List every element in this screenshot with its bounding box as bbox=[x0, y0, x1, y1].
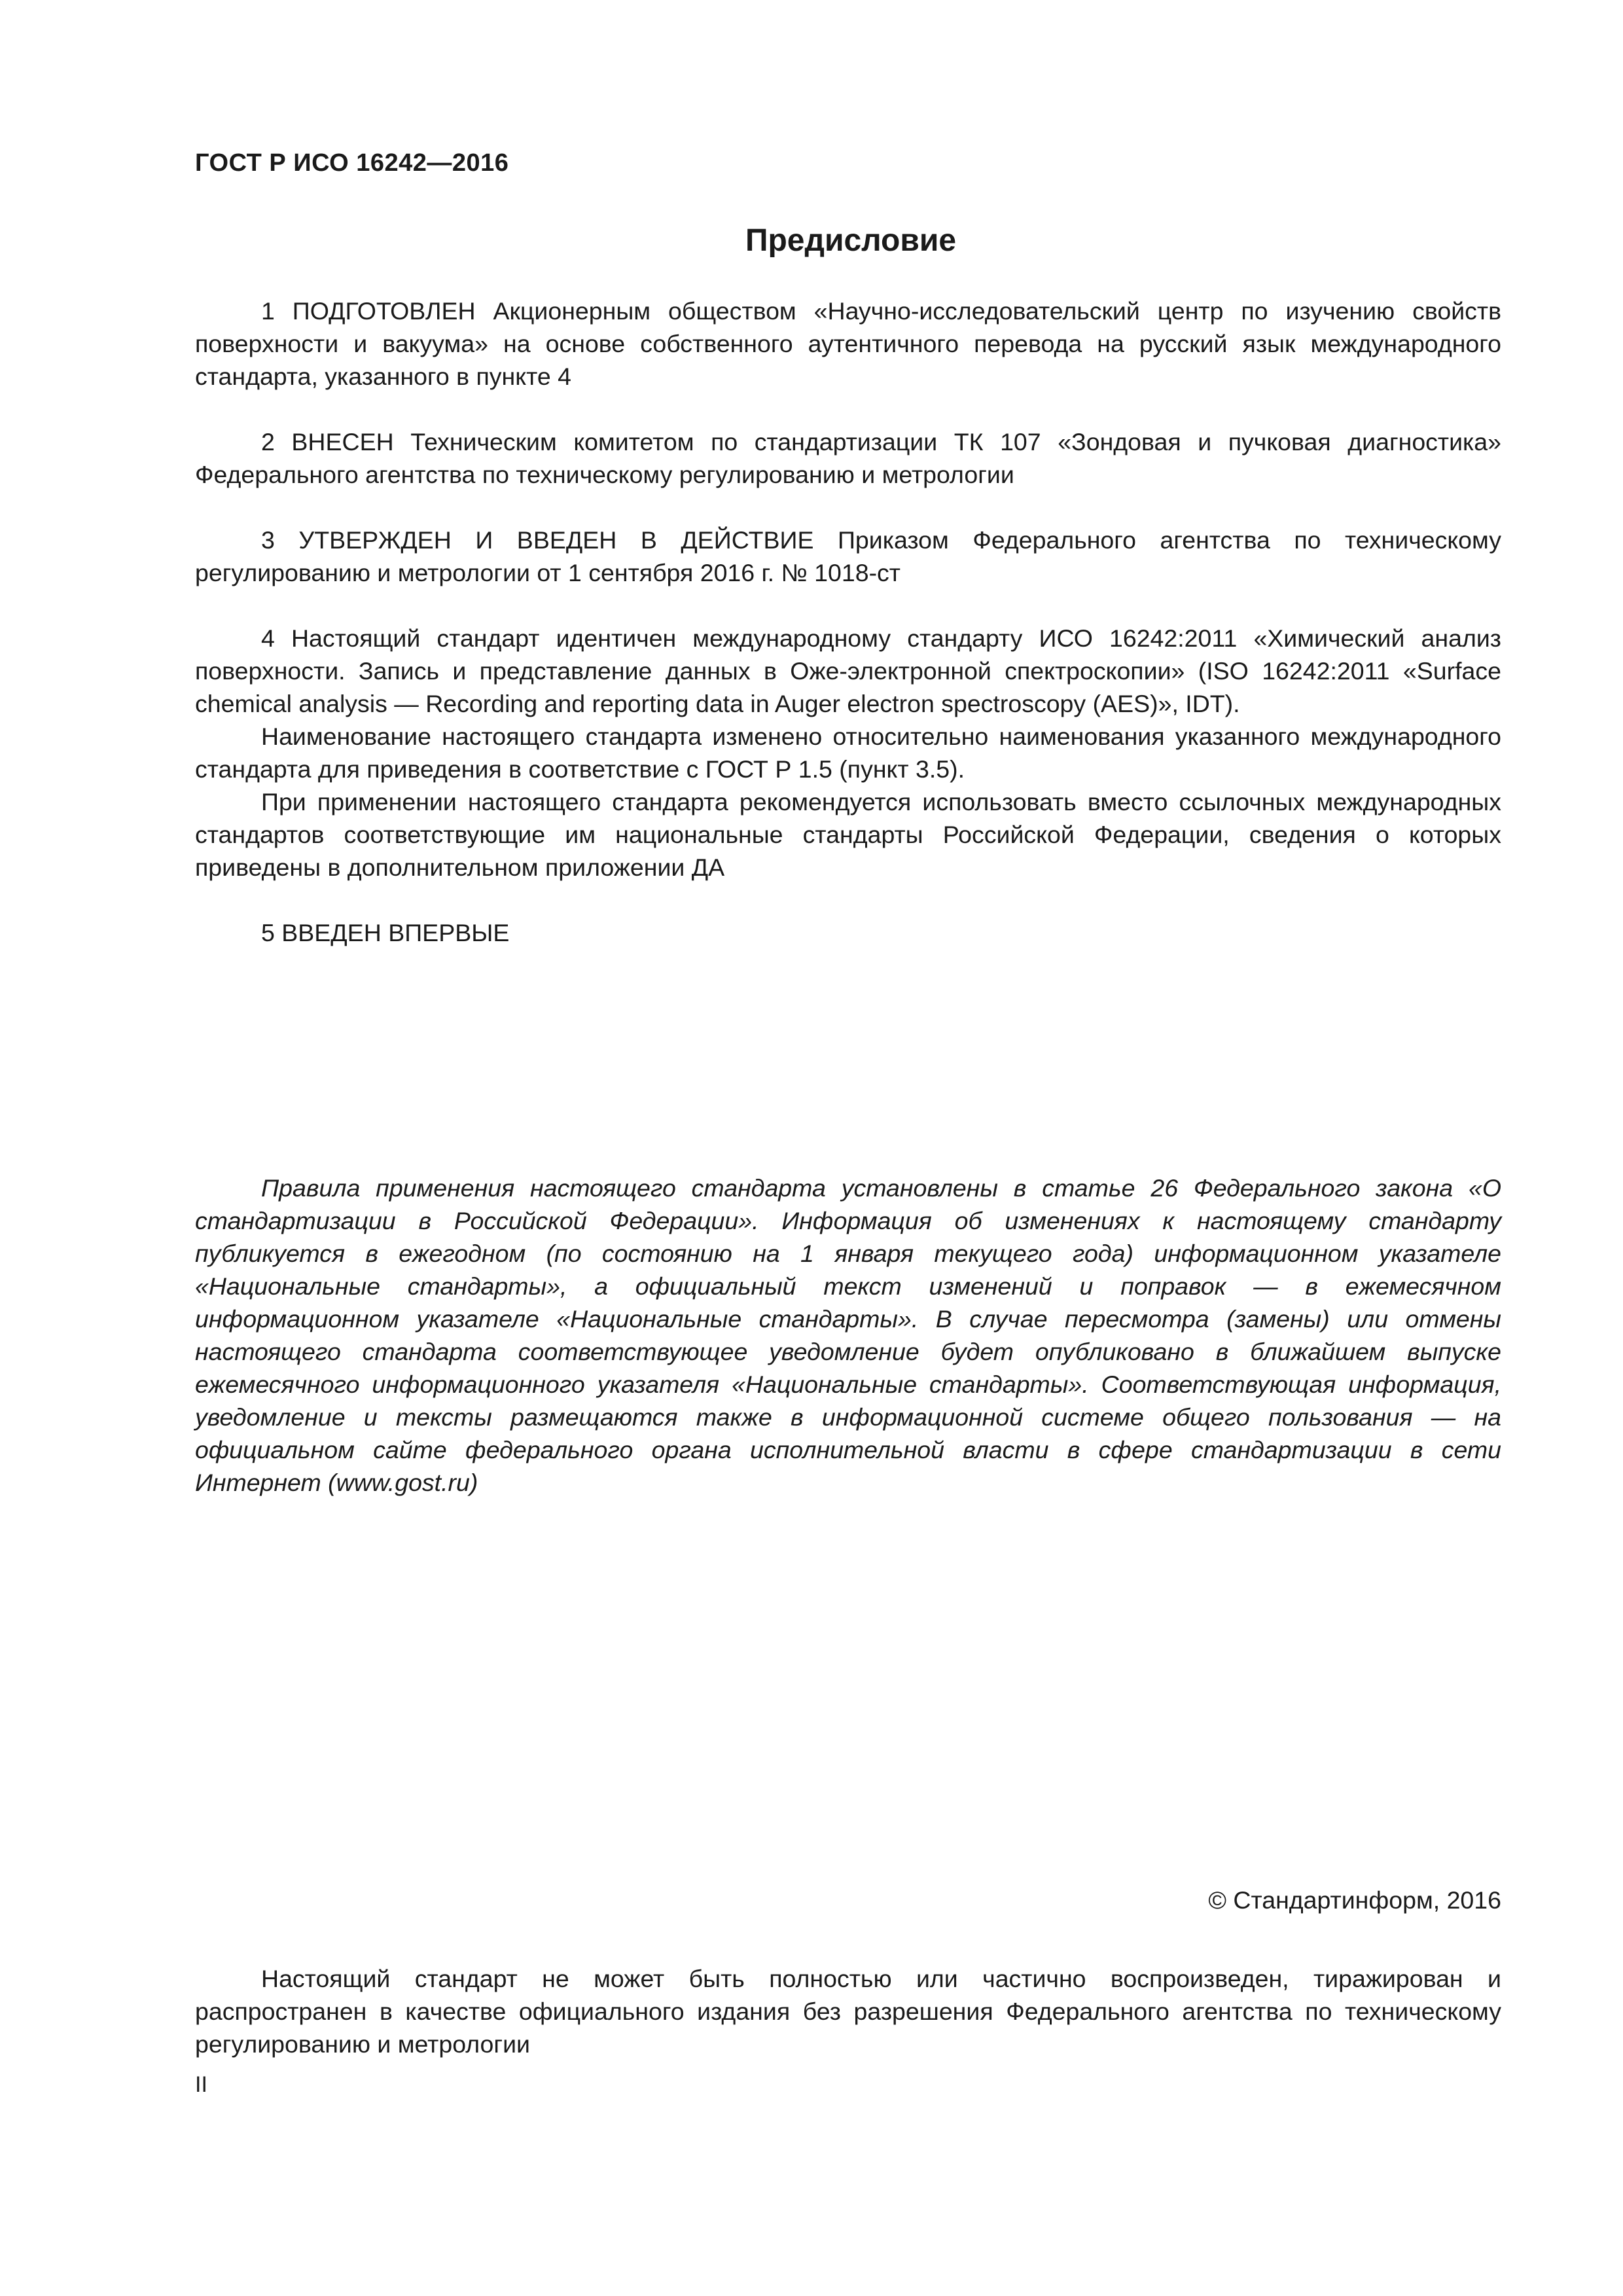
foreword-item-1 bbox=[195, 295, 1501, 393]
foreword-item-2 bbox=[195, 425, 1501, 491]
reproduction-restriction: Настоящий стандарт не может быть полностью или частично воспроизведен, тиражирован и распространен в качестве официального издания без разрешения Федерального агентства по техническому регулированию и метрологии bbox=[195, 1965, 1501, 2058]
legal-notice: Правила применения настоящего стандарта установлены в статье 26 Федерального закона «О стандартизации в Российской Федерации». Информация об изменениях к настоящему стандарту публикуется в ежегодном (по состоянию на 1 января текущего года) информационном указателе «Национальные стандарты», а официальный текст изменений и поправок — в ежемесячном информационном указателе «Национальные стандарты». В случае пересмотра (замены) или отмены настоящего стандарта соответствующее уведомление будет опубликовано в ближайшем выпуске ежемесячного информационного указателя «Национальные стандарты». Соответствующая информация, уведомление и тексты размещаются также в информационной системе общего пользования — на официальном сайте федерального органа исполнительной власти в сфере стандартизации в сети Интернет (www.gost.ru) bbox=[195, 1174, 1501, 1496]
section-title: Предисловие bbox=[745, 223, 957, 258]
paragraph: 3 УТВЕРЖДЕН И ВВЕДЕН В ДЕЙСТВИЕ Приказом Федерального агентства по техническому регулированию и метрологии от 1 сентября 2016 г. № 1018-ст bbox=[195, 526, 1501, 586]
foreword-item-3 bbox=[195, 524, 1501, 589]
foreword-item-5 bbox=[195, 916, 1501, 949]
foreword-item-4 bbox=[195, 622, 1501, 884]
paragraph: Наименование настоящего стандарта изменено относительно наименования указанного международного стандарта для приведения в соответствие с ГОСТ Р 1.5 (пункт 3.5). bbox=[195, 723, 1501, 783]
paragraph: 2 ВНЕСЕН Техническим комитетом по стандартизации ТК 107 «Зондовая и пучковая диагностика» Федерального агентства по техническому регулированию и метрологии bbox=[195, 428, 1501, 488]
page-number: II bbox=[195, 2072, 207, 2097]
paragraph: При применении настоящего стандарта рекомендуется использовать вместо ссылочных международных стандартов соответствующие им национальные стандарты Российской Федерации, сведения о которых приведены в дополнительном приложении ДА bbox=[195, 788, 1501, 881]
paragraph: 1 ПОДГОТОВЛЕН Акционерным обществом «Научно-исследовательский центр по изучению свойств поверхности и вакуума» на основе собственного аутентичного перевода на русский язык международного стандарта, указанного в пункте 4 bbox=[195, 297, 1501, 390]
paragraph: 4 Настоящий стандарт идентичен международному стандарту ИСО 16242:2011 «Химический анализ поверхности. Запись и представление данных в Оже-электронной спектроскопии» (ISO 16242:2011 «Surface chemical analysis — Recording and reporting data in Auger electron spectroscopy (AES)», IDT). bbox=[195, 624, 1501, 717]
document-header: ГОСТ Р ИСО 16242—2016 bbox=[195, 149, 509, 177]
copyright-line: © Стандартинформ, 2016 bbox=[1208, 1886, 1501, 1914]
paragraph: 5 ВВЕДЕН ВПЕРВЫЕ bbox=[261, 919, 510, 946]
